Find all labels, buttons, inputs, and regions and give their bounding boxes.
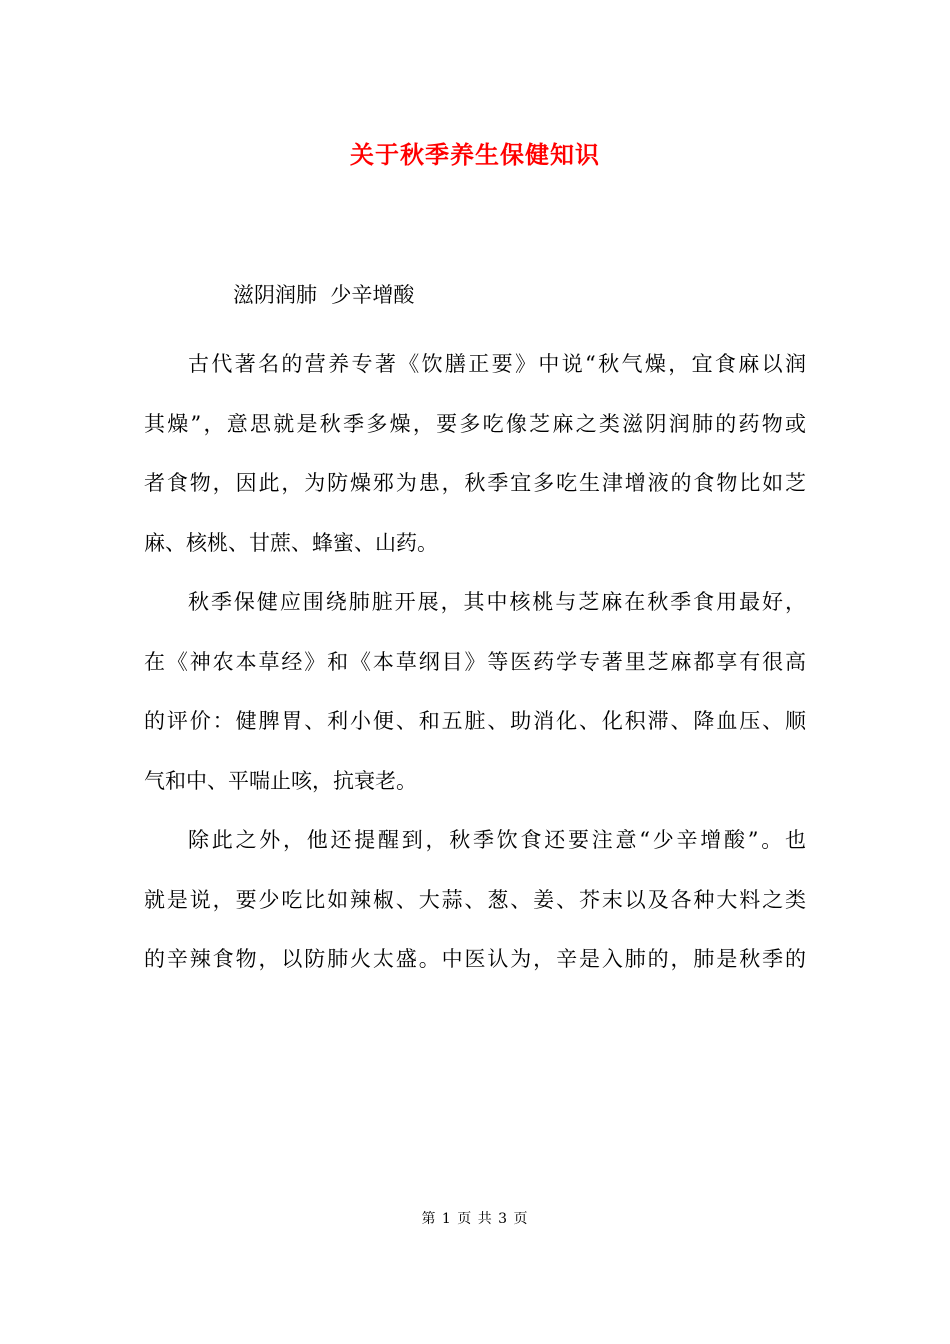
body-line: 秋季保健应围绕肺脏开展，其中核桃与芝麻在秋季食用最好，: [188, 590, 806, 614]
body-line: 气和中、平喘止咳，抗衰老。: [144, 768, 417, 793]
section-subtitle: 滋阴润肺 少辛增酸: [233, 283, 415, 307]
body-line: 古代著名的营养专著《饮膳正要》中说“秋气燥，宜食麻以润: [188, 352, 806, 376]
body-line: 的辛辣食物，以防肺火太盛。中医认为，辛是入肺的，肺是秋季的: [144, 947, 806, 971]
body-line: 就是说，要少吃比如辣椒、大蒜、葱、姜、芥末以及各种大料之类: [144, 887, 806, 912]
body-line: 者食物，因此，为防燥邪为患，秋季宜多吃生津增液的食物比如芝: [144, 471, 806, 495]
body-line: 除此之外，他还提醒到，秋季饮食还要注意“少辛增酸”。也: [188, 828, 806, 852]
body-line: 在《神农本草经》和《本草纲目》等医药学专著里芝麻都享有很高: [144, 649, 806, 674]
body-line: 的评价：健脾胃、利小便、和五脏、助消化、化积滞、降血压、顺: [144, 709, 806, 733]
document-title: 关于秋季养生保健知识: [350, 140, 600, 169]
page-number: 第 1 页 共 3 页: [421, 1211, 529, 1227]
body-line: 其燥”，意思就是秋季多燥，要多吃像芝麻之类滋阴润肺的药物或: [144, 411, 806, 436]
document-body: [144, 349, 806, 1004]
body-line: 麻、核桃、甘蔗、蜂蜜、山药。: [144, 530, 438, 555]
